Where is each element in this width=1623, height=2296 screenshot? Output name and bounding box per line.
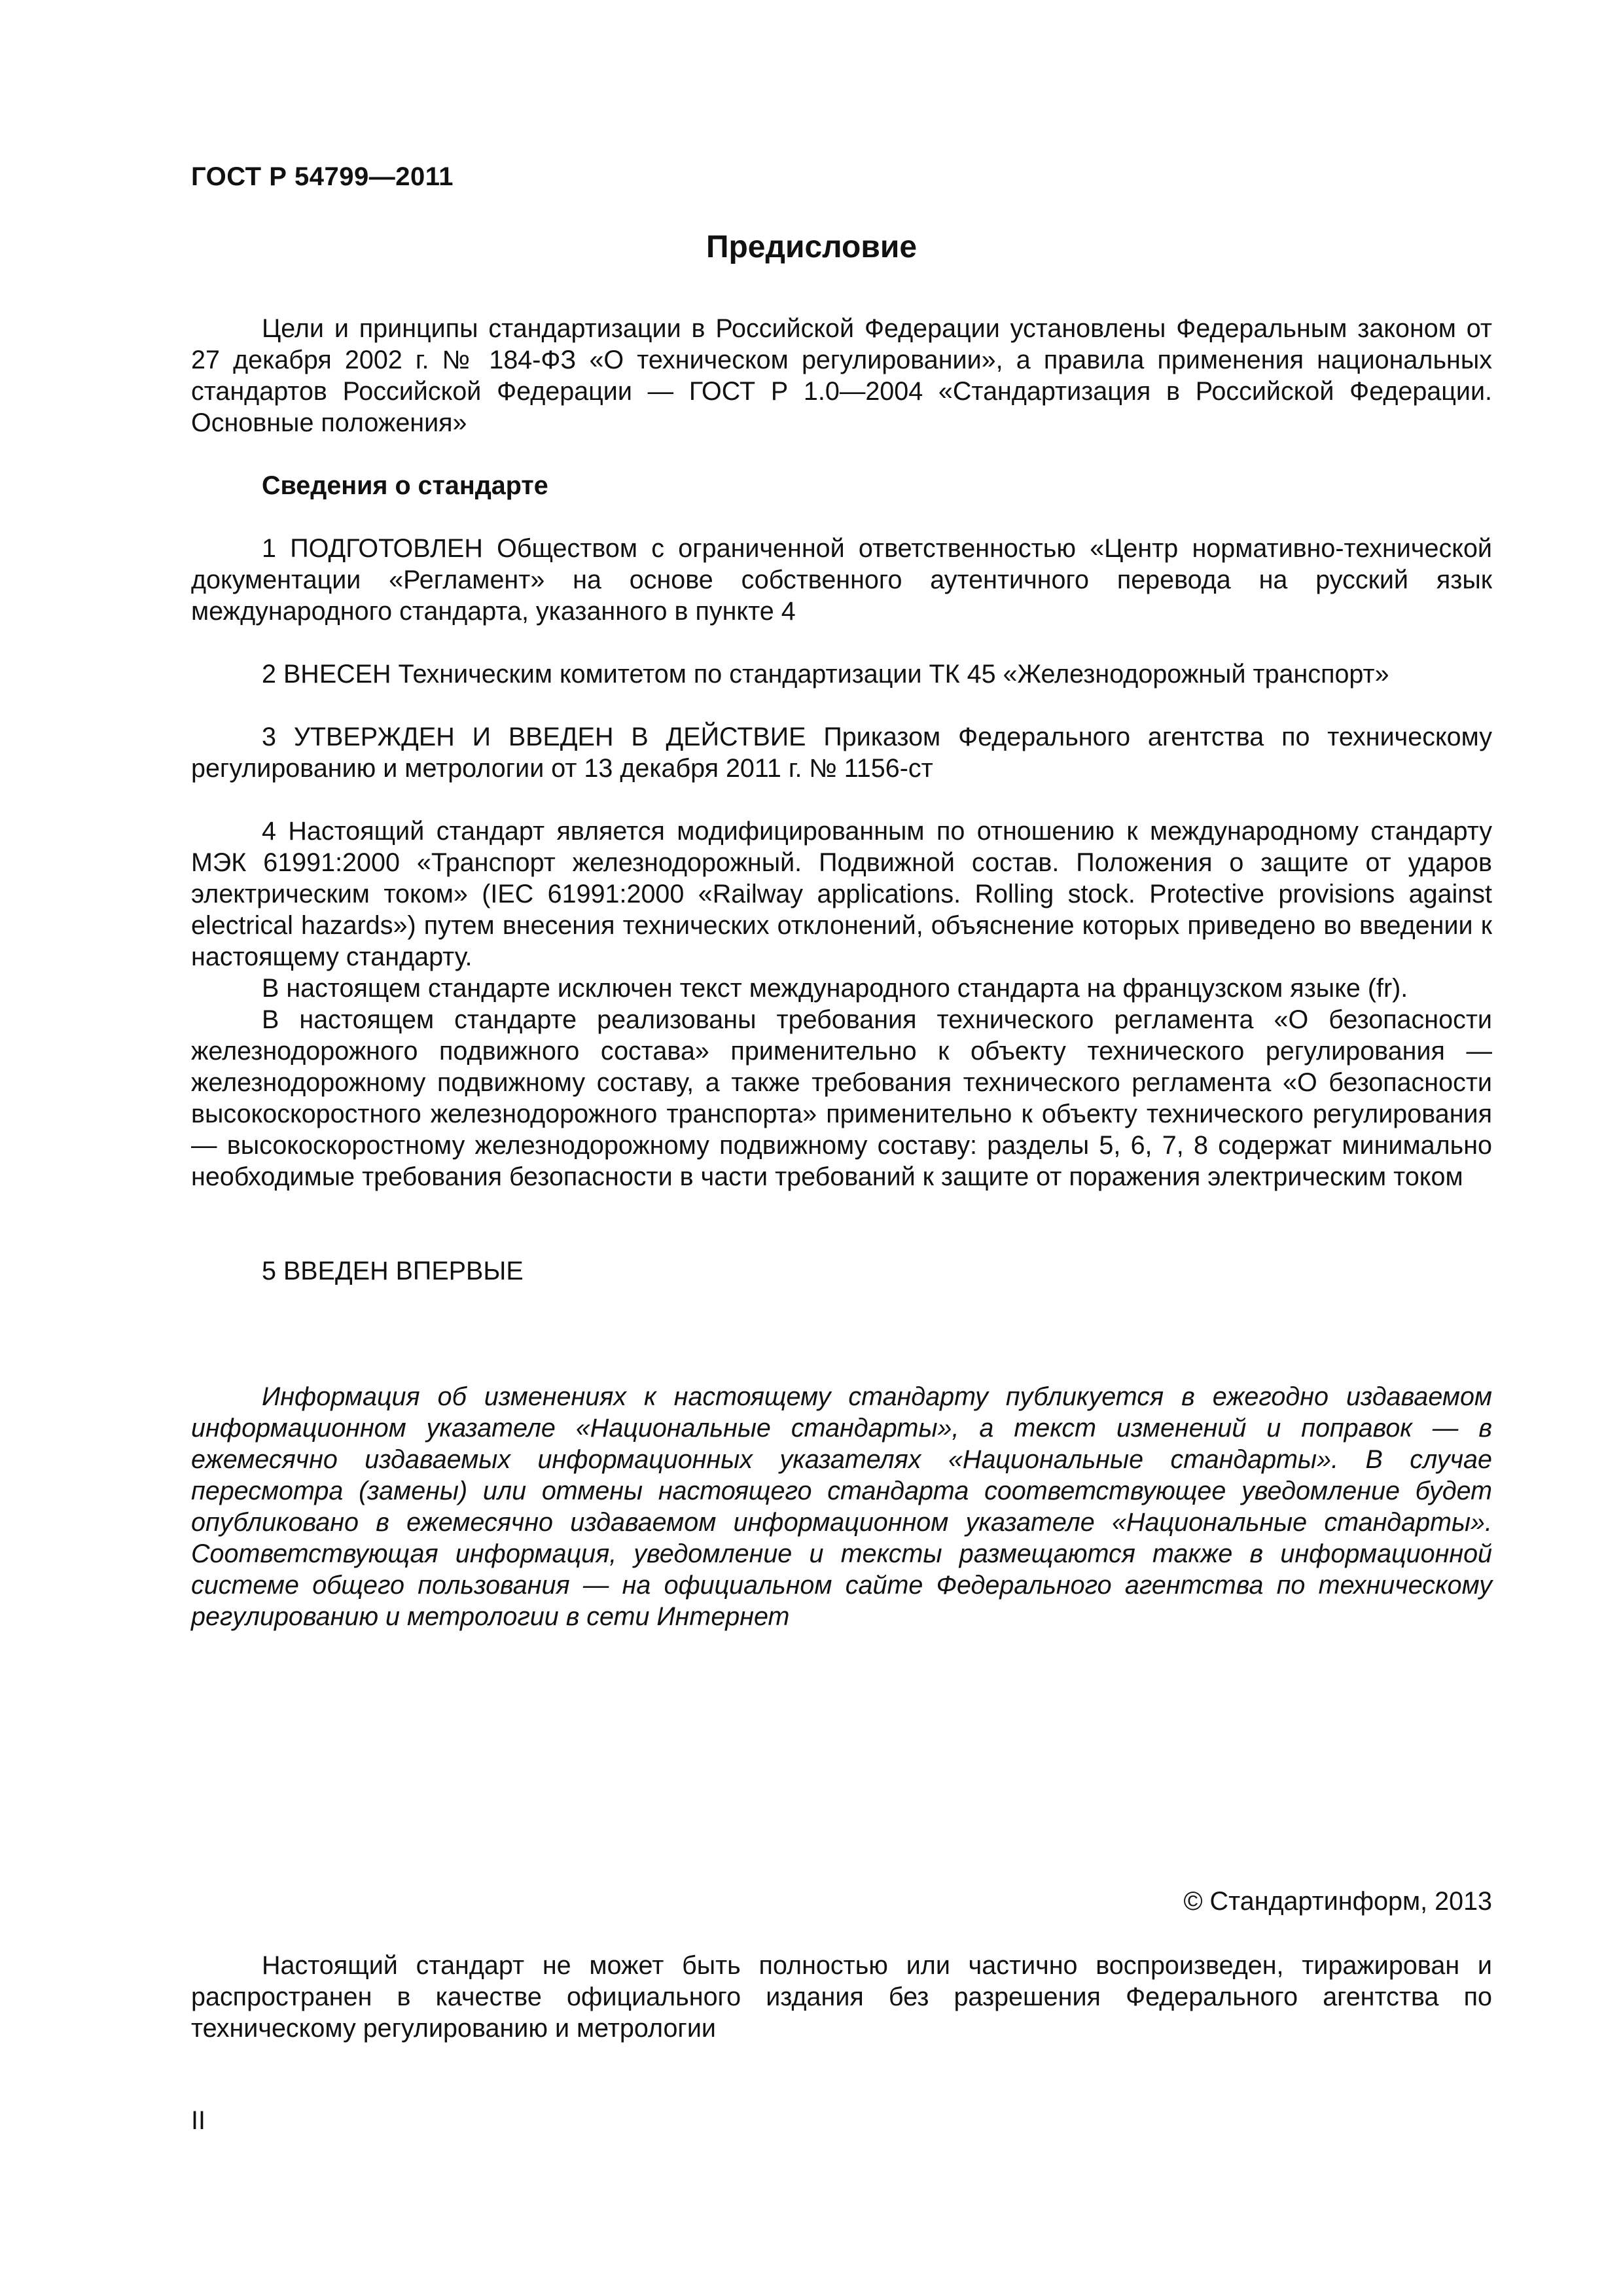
standard-code: ГОСТ Р 54799—2011 [191, 162, 454, 191]
item-4-french-note: В настоящем стандарте исключен текст международного стандарта на французском языке (fr). [262, 974, 1408, 1003]
intro-paragraph: Цели и принципы стандартизации в Российской Федерации установлены Федеральным законом от 27 декабря 2002 г. № 184-ФЗ «О техническом регулировании», а правила применения национальных стандартов Российской Федерации — ГОСТ Р 1.0—2004 «Стандартизация в Российской Федерации. Основные положения» [191, 314, 1492, 437]
page-title: Предисловие [705, 230, 918, 264]
item-3-paragraph: 3 УТВЕРЖДЕН И ВВЕДЕН В ДЕЙСТВИЕ Приказом Федерального агентства по техническому регулированию и метрологии от 13 декабря 2011 г. № 1156-ст [191, 723, 1492, 783]
item-1-paragraph: 1 ПОДГОТОВЛЕН Обществом с ограниченной ответственностью «Центр нормативно-технической документации «Регламент» на основе собственного аутентичного перевода на русский язык международного стандарта, указанного в пункте 4 [191, 534, 1492, 626]
section-heading: Сведения о стандарте [262, 471, 548, 500]
change-notice-paragraph: Информация об изменениях к настоящему стандарту публикуется в ежегодно издаваемом информационном указателе «Национальные стандарты», а текст изменений и поправок — в ежемесячно издаваемых информационных указателях «Национальные стандарты». В случае пересмотра (замены) или отмены настоящего стандарта соответствующее уведомление будет опубликовано в ежемесячно издаваемом информационном указателе «Национальные стандарты». Соответствующая информация, уведомление и тексты размещаются также в информационной системе общего пользования — на официальном сайте Федерального агентства по техническому регулированию и метрологии в сети Интернет [191, 1382, 1492, 1631]
item-2-paragraph: 2 ВНЕСЕН Техническим комитетом по стандартизации ТК 45 «Железнодорожный транспорт» [262, 660, 1389, 689]
item-4-regulation-paragraph: В настоящем стандарте реализованы требования технического регламента «О безопасности железнодорожного подвижного состава» применительно к объекту технического регулирования — железнодорожному подвижному составу, а также требования технического регламента «О безопасности высокоскоростного железнодорожного транспорта» применительно к объекту технического регулирования — высокоскоростному железнодорожному подвижному составу: разделы 5, 6, 7, 8 содержат минимально необходимые требования безопасности в части требований к защите от поражения электрическим током [191, 1005, 1492, 1191]
item-5-paragraph: 5 ВВЕДЕН ВПЕРВЫЕ [262, 1257, 524, 1285]
rights-paragraph: Настоящий стандарт не может быть полностью или частично воспроизведен, тиражирован и распространен в качестве официального издания без разрешения Федерального агентства по техническому регулированию и метрологии [191, 1951, 1492, 2043]
page-number: II [191, 2106, 205, 2135]
item-4-paragraph: 4 Настоящий стандарт является модифицированным по отношению к международному стандарту МЭК 61991:2000 «Транспорт железнодорожный. Подвижной состав. Положения о защите от ударов электрическим током» (IEC 61991:2000 «Railway applications. Rolling stock. Protective provisions against electrical hazards») путем внесения технических отклонений, объяснение которых приведено во введении к настоящему стандарту. [191, 817, 1492, 971]
copyright-line: © Стандартинформ, 2013 [1183, 1887, 1492, 1916]
